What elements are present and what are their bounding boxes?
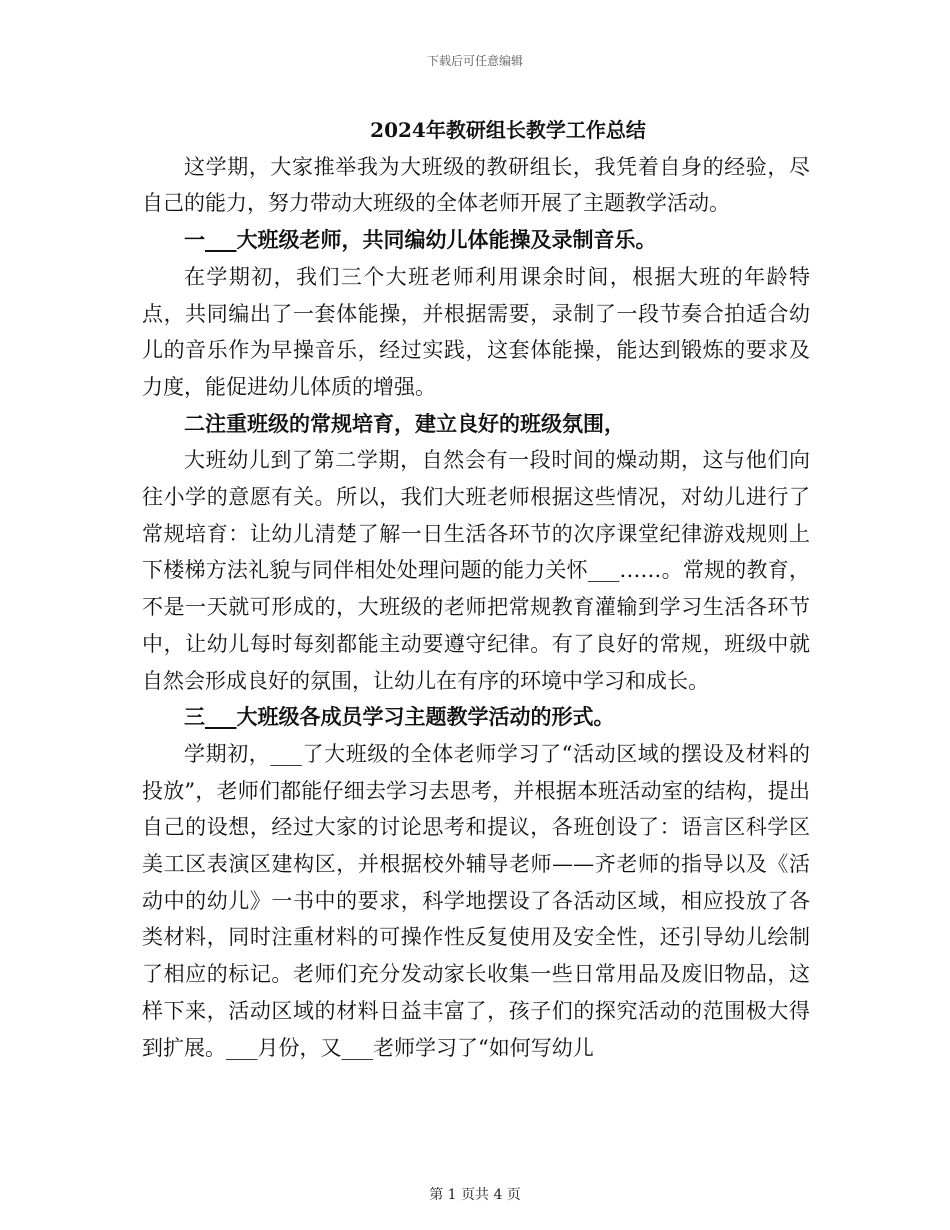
section-heading-1: 一___大班级老师，共同编幼儿体能操及录制音乐。	[184, 227, 657, 253]
paragraph-section-2: 大班幼儿到了第二学期，自然会有一段时间的燥动期，这与他们向往小学的意愿有关。所以，我们大班老师根据这些情况，对幼儿进行了常规培育：让幼儿清楚了解一日生活各环节的次序课堂纪律游戏规则上下楼梯方法礼貌与同伴相处处理问题的能力关怀___……。常规的教育，不是一天就可形成的，大班级的老师把常规教育灌输到学习生活各环节中，让幼儿每时每刻都能主动要遵守纪律。有了良好的常规，班级中就自然会形成良好的氛围，让幼儿在有序的环境中学习和成长。	[142, 448, 810, 693]
section-heading-3: 三___大班级各成员学习主题教学活动的形式。	[184, 704, 615, 730]
page-footer: 第 1 页共 4 页	[429, 1187, 521, 1203]
paragraph-section-1: 在学期初，我们三个大班老师利用课余时间，根据大班的年龄特点，共同编出了一套体能操，并根据需要，录制了一段节奏合拍适合幼儿的音乐作为早操音乐，经过实践，这套体能操，能达到锻炼的要求及力度，能促进幼儿体质的增强。	[142, 264, 810, 399]
section-heading-2: 二注重班级的常规培育，建立良好的班级氛围，	[184, 410, 625, 436]
document-body	[142, 112, 810, 1066]
document-title: 2024年教研组长教学工作总结	[370, 118, 646, 142]
page-header: 下载后可任意编辑	[426, 54, 523, 68]
paragraph-intro: 这学期，大家推举我为大班级的教研组长，我凭着自身的经验，尽自己的能力，努力带动大班级的全体老师开展了主题教学活动。	[142, 154, 810, 216]
paragraph-section-3: 学期初，___了大班级的全体老师学习了“活动区域的摆设及材料的投放”，老师们都能仔细去学习去思考，并根据本班活动室的结构，提出自己的设想，经过大家的讨论思考和提议，各班创设了：语言区科学区美工区表演区建构区，并根据校外辅导老师——齐老师的指导以及《活动中的幼儿》一书中的要求，科学地摆设了各活动区域，相应投放了各类材料，同时注重材料的可操作性反复使用及安全性，还引导幼儿绘制了相应的标记。老师们充分发动家长收集一些日常用品及废旧物品，这样下来，活动区域的材料日益丰富了，孩子们的探究活动的范围极大得到扩展。___月份，又___老师学习了“如何写幼儿	[142, 741, 810, 1060]
